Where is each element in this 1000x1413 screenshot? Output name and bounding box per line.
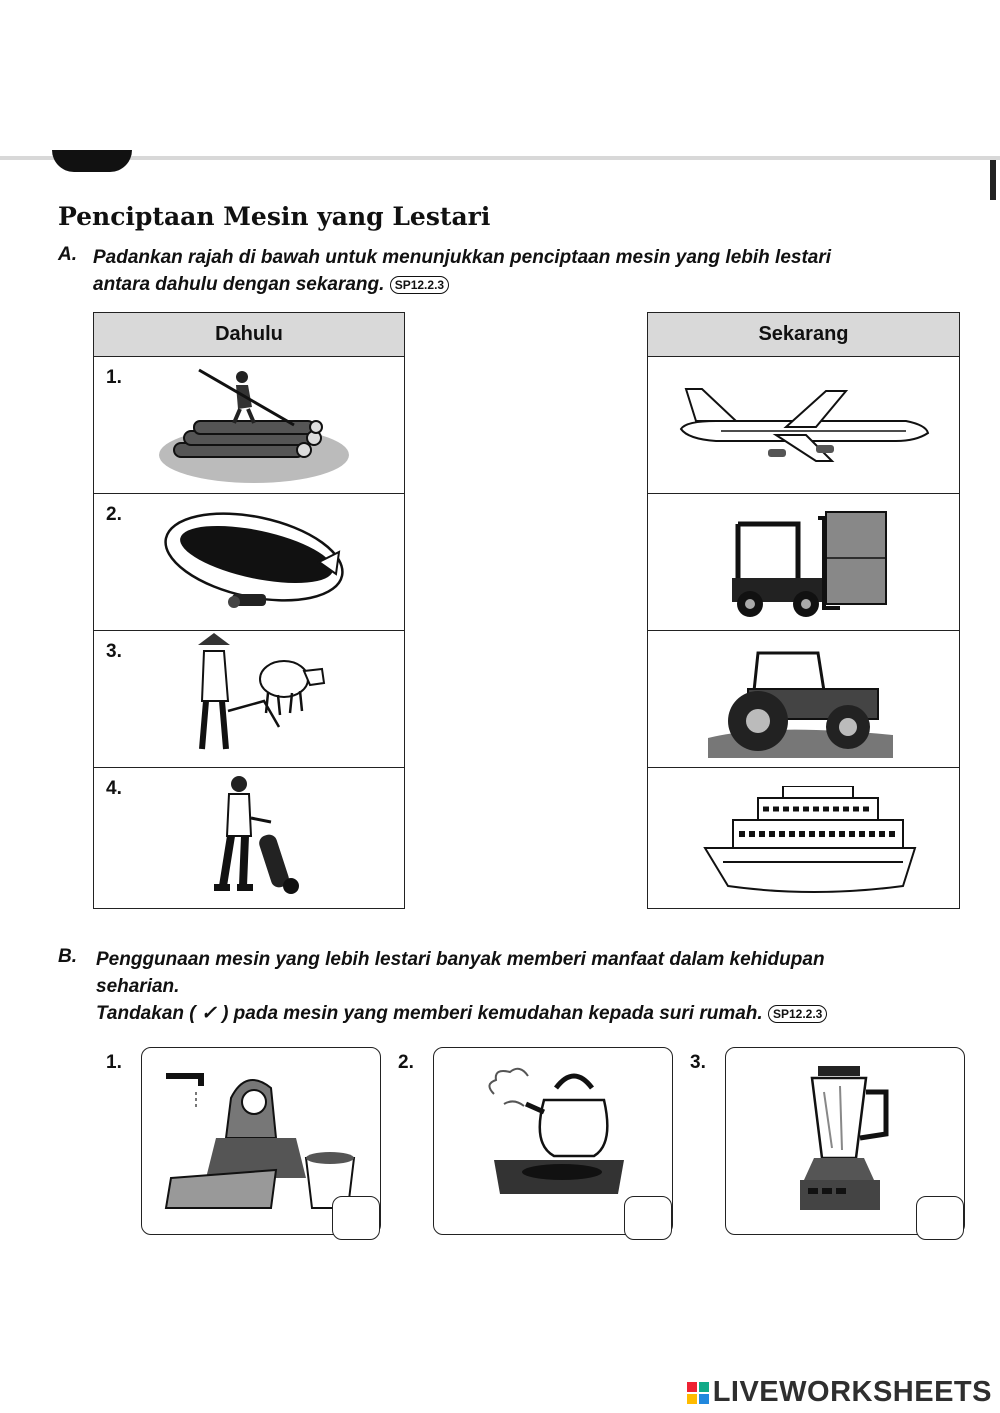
sekarang-row-3[interactable] xyxy=(648,631,959,768)
section-a-letter: A. xyxy=(58,244,77,265)
b-item-1-checkbox[interactable] xyxy=(332,1196,380,1240)
sp-code-badge-b: SP12.2.3 xyxy=(768,1005,827,1023)
edge-mark xyxy=(990,160,996,200)
dahulu-row-4[interactable]: 4. xyxy=(94,768,404,906)
dahulu-row-1[interactable]: 1. xyxy=(94,357,404,494)
section-b-line3: Tandakan ( ✓ ) pada mesin yang memberi kemudahan kepada suri rumah. SP12.2.3 xyxy=(96,1000,976,1027)
forklift-icon xyxy=(728,508,893,620)
header-sekarang: Sekarang xyxy=(648,313,959,357)
section-b-instruction xyxy=(96,946,976,1027)
hand-washing-icon xyxy=(156,1058,361,1226)
airplane-icon xyxy=(676,379,931,469)
airship-icon xyxy=(154,502,354,627)
b-item-3-checkbox[interactable] xyxy=(916,1196,964,1240)
top-divider xyxy=(0,156,1000,160)
sekarang-row-1[interactable] xyxy=(648,357,959,494)
dahulu-row-3[interactable]: 3. xyxy=(94,631,404,768)
dahulu-row-2[interactable]: 2. xyxy=(94,494,404,631)
electric-kettle-icon xyxy=(474,1064,644,1214)
section-b-line2: seharian. xyxy=(96,976,180,997)
b-item-1-number: 1. xyxy=(106,1052,122,1073)
section-b-line1: Penggunaan mesin yang lebih lestari banyak memberi manfaat dalam kehidupan xyxy=(96,949,825,970)
header-decoration xyxy=(52,150,132,172)
ox-plough-icon xyxy=(184,631,334,766)
section-a-line2: antara dahulu dengan sekarang. SP12.2.3 xyxy=(93,271,973,298)
b-item-2-checkbox[interactable] xyxy=(624,1196,672,1240)
ship-icon xyxy=(703,786,928,896)
sp-code-badge: SP12.2.3 xyxy=(390,276,449,294)
page-title: Penciptaan Mesin yang Lestari xyxy=(58,202,491,231)
b-item-2-number: 2. xyxy=(398,1052,414,1073)
trolley-worker-icon xyxy=(199,774,319,902)
blender-icon xyxy=(796,1062,906,1222)
header-dahulu: Dahulu xyxy=(94,313,404,357)
log-raft-icon xyxy=(154,365,354,485)
sekarang-row-4[interactable] xyxy=(648,768,959,906)
liveworksheets-logo-icon xyxy=(687,1382,709,1404)
liveworksheets-logo: LIVEWORKSHEETS xyxy=(687,1376,992,1409)
section-b-letter: B. xyxy=(58,946,77,967)
table-sekarang xyxy=(647,312,960,909)
section-a-line1: Padankan rajah di bawah untuk menunjukkan penciptaan mesin yang lebih lestari xyxy=(93,247,832,268)
b-item-3-number: 3. xyxy=(690,1052,706,1073)
section-a-instruction xyxy=(93,244,973,298)
tractor-icon xyxy=(708,643,893,758)
table-dahulu xyxy=(93,312,405,909)
sekarang-row-2[interactable] xyxy=(648,494,959,631)
